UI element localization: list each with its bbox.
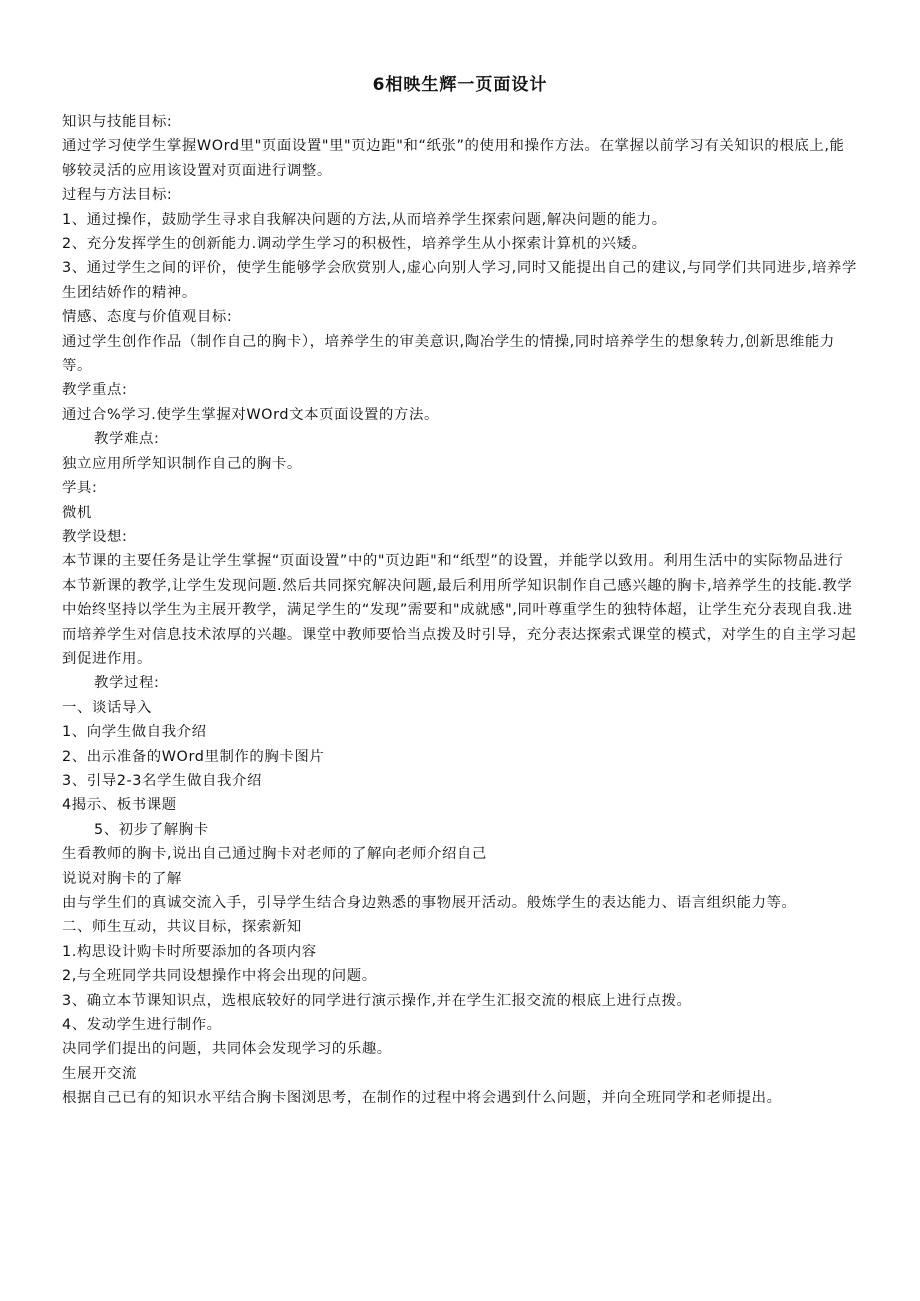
section-heading-design: 教学设想: <box>62 528 128 545</box>
section-heading-difficulties: 教学难点: <box>94 431 160 448</box>
list-item-process-3: 3、通过学生之间的评价，使学生能够学会欣赏别人,虚心向别人学习,同时又能提出自己的建议,与同学们共同进步,培养学生团结娇作的精神。 <box>62 260 857 301</box>
list-item-interaction-3: 3、确立本节课知识点，选根底较好的同学进行演示操作,并在学生汇报交流的根底上进行点拨。 <box>62 992 692 1009</box>
list-item-interaction-4: 4、发动学生进行制作。 <box>62 1017 222 1034</box>
list-item-interaction-2: 2,与全班同学共同设想操作中将会出现的问题。 <box>62 968 377 985</box>
section-heading-process-goals: 过程与方法目标: <box>62 187 173 204</box>
document-body <box>62 110 858 1111</box>
section-heading-knowledge-goals: 知识与技能目标: <box>62 114 173 130</box>
document-title: 6相映生辉一页面设计 <box>372 75 548 95</box>
paragraph-knowledge-goals: 通过学习使学生掌握WOrd里"页面设置"里"页边距"和“纸张”的使用和操作方法。在掌握以前学习有关知识的根底上,能够较灵活的应用该设置对页面进行调整。 <box>62 138 845 179</box>
list-item-process-1: 1、通过操作，鼓励学生寻求自我解决问题的方法,从而培养学生探索问题,解决问题的能力。 <box>62 211 667 228</box>
step-heading-intro: 一、谈话导入 <box>62 699 152 716</box>
paragraph-key-points: 通过合%学习.使学生掌握对WOrd文本页面设置的方法。 <box>62 406 440 423</box>
paragraph-talk-badge: 说说对胸卡的了解 <box>62 870 182 887</box>
paragraph-student-exchange: 生展开交流 <box>62 1065 137 1082</box>
paragraph-student-view: 生看教师的胸卡,说出自己通过胸卡对老师的了解向老师介绍自己 <box>62 846 487 863</box>
paragraph-difficulties: 独立应用所学知识制作自己的胸卡。 <box>62 455 302 472</box>
list-item-intro-4: 4揭示、板书课题 <box>62 797 177 814</box>
list-item-intro-5: 5、初步了解胸卡 <box>94 821 209 838</box>
paragraph-intro-summary: 由与学生们的真诚交流入手，引导学生结合身边熟悉的事物展开活动。般炼学生的表达能力、语言组织能力等。 <box>62 895 797 911</box>
list-item-process-2: 2、充分发挥学生的创新能力.调动学生学习的积极性，培养学生从小探索计算机的兴矮。 <box>62 236 647 253</box>
paragraph-emotion-goals: 通过学生创作作品（制作自己的胸卡），培养学生的审美意识,陶冶学生的情操,同时培养学生的想象转力,创新思维能力等。 <box>62 333 835 375</box>
paragraph-final: 根据自己已有的知识水平结合胸卡图浏思考，在制作的过程中将会遇到什么问题，并向全班同学和老师提出。 <box>62 1090 782 1107</box>
paragraph-solve-problems: 决同学们提出的问题，共同体会发现学习的乐趣。 <box>62 1041 392 1058</box>
section-heading-process: 教学过程: <box>94 675 160 692</box>
paragraph-tools: 微机 <box>62 504 92 521</box>
section-heading-emotion-goals: 情感、态度与价值观目标: <box>62 309 233 326</box>
list-item-intro-3: 3、引导2-3名学生做自我介绍 <box>62 772 262 789</box>
section-heading-tools: 学具: <box>62 480 98 497</box>
list-item-interaction-1: 1.构思设计购卡时所要添加的各项内容 <box>62 943 317 960</box>
step-heading-interaction: 二、师生互动，共议目标，探索新知 <box>62 919 302 936</box>
paragraph-design: 本节课的主要任务是让学生掌握“页面设置”中的"页边距"和“纸型”的设置，并能学以致用。利用生活中的实际物品进行本节新课的教学,让学生发现问题.然后共同探究解决问题,最后利用所学知识制作自己感兴趣的胸卡,培养学生的技能.教学中始终坚持以学生为主展开教学，满足学生的“发现”需要和"成就感",同叶尊重学生的独特体超，让学生充分表现自我.进而培养学生对信息技术浓厚的兴趣。课堂中教师要恰当点拨及时引导，充分表达探索式课堂的模式，对学生的自主学习起到促进作用。 <box>62 553 857 667</box>
section-heading-key-points: 教学重点: <box>62 382 128 399</box>
list-item-intro-2: 2、出示准备的WOrd里制作的胸卡图片 <box>62 748 325 765</box>
list-item-intro-1: 1、向学生做自我介绍 <box>62 724 207 741</box>
